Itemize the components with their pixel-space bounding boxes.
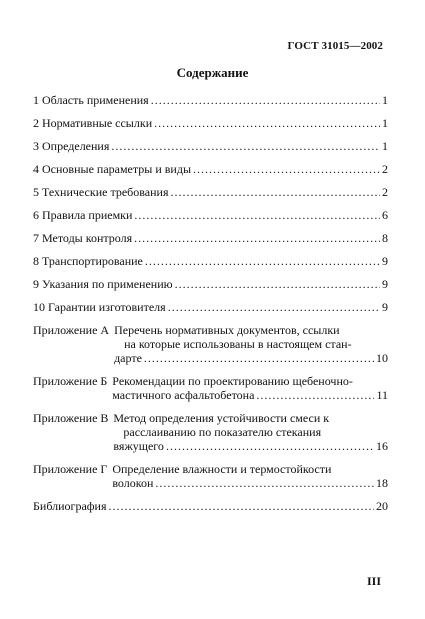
dot-leader (111, 139, 380, 153)
toc-entry-label: 10 Гарантии изготовителя (33, 300, 166, 314)
dot-leader (154, 116, 380, 130)
toc-appendix-b[interactable] (33, 374, 388, 402)
dot-leader (166, 439, 374, 453)
dot-leader (170, 185, 380, 199)
appendix-label: Приложение В (33, 411, 109, 425)
appendix-title-line: мастичного асфальтобетона (112, 388, 255, 402)
appendix-title-line: Метод определения устойчивости смеси к (113, 411, 330, 425)
dot-leader (168, 300, 380, 314)
dot-leader (144, 351, 374, 365)
toc-entry-page: 9 (382, 300, 388, 314)
toc-entry-8[interactable] (33, 254, 388, 268)
dot-leader (175, 277, 380, 291)
toc-entry-3[interactable] (33, 139, 388, 153)
toc-entry-2[interactable] (33, 116, 388, 130)
dot-leader (145, 254, 380, 268)
toc-entry-label: Библиография (33, 499, 107, 513)
toc-entry-page: 10 (376, 351, 388, 365)
toc-entry-label: 9 Указания по применению (33, 277, 173, 291)
toc-entry-label: 4 Основные параметры и виды (33, 162, 192, 176)
toc-entry-page: 1 (382, 93, 388, 107)
appendix-title-line: Рекомендации по проектированию щебеночно- (112, 374, 353, 388)
toc-entry-page: 9 (382, 254, 388, 268)
toc-appendix-v[interactable] (33, 411, 388, 453)
appendix-title-line: на которые использованы в настоящем стан- (124, 337, 352, 351)
toc-entry-page: 18 (376, 476, 388, 490)
appendix-title-line: вяжущего (113, 439, 164, 453)
toc-entry-4[interactable] (33, 162, 388, 176)
dot-leader (256, 388, 374, 402)
toc-entry-page: 2 (382, 162, 388, 176)
dot-leader (151, 93, 380, 107)
page-number: III (366, 574, 381, 588)
toc-entry-page: 11 (376, 388, 388, 402)
toc-entry-page: 6 (382, 208, 388, 222)
appendix-title-line: Определение влажности и термостойкости (112, 462, 332, 476)
dot-leader (155, 476, 374, 490)
dot-leader (109, 499, 375, 513)
toc-entry-label: 6 Правила приемки (33, 208, 133, 222)
toc-entry-1[interactable] (33, 93, 388, 107)
dot-leader (193, 162, 380, 176)
toc-entry-7[interactable] (33, 231, 388, 245)
toc-entry-page: 2 (382, 185, 388, 199)
toc-entry-bibliography[interactable] (33, 499, 388, 513)
toc-entry-page: 16 (376, 439, 388, 453)
appendix-title-line: дарте (114, 351, 142, 365)
toc-entry-6[interactable] (33, 208, 388, 222)
toc-entry-5[interactable] (33, 185, 388, 199)
appendix-label: Приложение Б (33, 374, 108, 388)
page-title: Содержание (176, 65, 249, 80)
appendix-title-line: Перечень нормативных документов, ссылки (114, 323, 340, 337)
table-of-contents (33, 93, 388, 522)
toc-entry-page: 1 (382, 139, 388, 153)
toc-entry-10[interactable] (33, 300, 388, 314)
toc-entry-page: 9 (382, 277, 388, 291)
appendix-title-line: расслаиванию по показателю стекания (123, 425, 322, 439)
toc-entry-9[interactable] (33, 277, 388, 291)
toc-entry-page: 8 (382, 231, 388, 245)
appendix-title-line: волокон (112, 476, 154, 490)
toc-entry-label: 5 Технические требования (33, 185, 169, 199)
dot-leader (134, 208, 380, 222)
appendix-label: Приложение Г (33, 462, 108, 476)
toc-entry-label: 2 Нормативные ссылки (33, 116, 153, 130)
toc-entry-page: 20 (376, 499, 388, 513)
dot-leader (134, 231, 380, 245)
toc-entry-label: 3 Определения (33, 139, 110, 153)
appendix-label: Приложение А (33, 323, 110, 337)
toc-entry-page: 1 (382, 116, 388, 130)
toc-entry-label: 7 Методы контроля (33, 231, 133, 245)
document-header: ГОСТ 31015—2002 (287, 40, 383, 52)
toc-entry-label: 8 Транспортирование (33, 254, 143, 268)
toc-appendix-g[interactable] (33, 462, 388, 490)
toc-entry-label: 1 Область применения (33, 93, 149, 107)
toc-appendix-a[interactable] (33, 323, 388, 365)
